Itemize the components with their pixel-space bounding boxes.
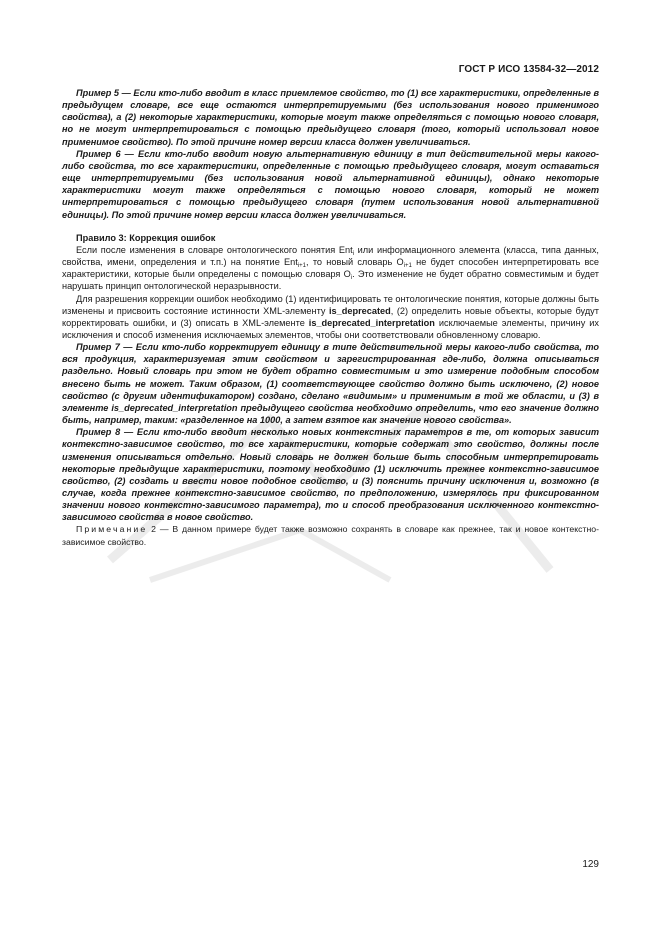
rule-3-title: Правило 3: Коррекция ошибок — [76, 232, 216, 243]
example-7: Пример 7 — Если кто-либо корректирует единицу в типе действительной меры какого-либо свойства, то вся продукция, характеризуемая этим свойством и зарегистрированная где-либо, должна описываться раздельно. Новый словарь при этом не будет обратно совместимым и это измерение подобным способом внесено быть не может. Таким образом, (1) соответствующее свойство должно быть исключено, (2) новое свойство (с другим идентификатором) создано, сделано «видимым» и применимым в той же области, и (3) в элементе is_deprecated_interpretation предыдущего свойства необходимо определить, что его значение должно быть, например, таким: «разделенное на 1000, а затем взятое как значение нового свойства». — [62, 342, 599, 426]
document-header: ГОСТ Р ИСО 13584-32—2012 — [458, 64, 599, 75]
rule-3-paragraph-1: Если после изменения в словаре онтологического понятия Ent$_i$ или информационного элемента (класса, типа данных, свойства, имени, определения и т.п.) на понятие Ent$_{i+1}$, то новый словарь $O_{i+1}$ не будет способен интерпретировать все характеристики, которые были определены с помощью словаря $O_i$. Это изменение не будет обратно совместимым и будет нарушать принцип онтологической неразрывности. — [62, 244, 599, 292]
note-2: Примечание 2 — В данном примере будет также возможно сохранять в словаре как прежнее, так и новое контекстно-зависимое свойство. — [62, 524, 600, 547]
note-number: 2 — [151, 524, 156, 535]
note-label: Примечание — [76, 524, 148, 535]
rule-3-paragraph-2: Для разрешения коррекции ошибок необходимо (1) идентифицировать те онтологические понятия, которые должны быть изменены и присвоить состояние истинности XML-элементу is_deprecated, (2) определить новые объекты, которые будут корректировать ошибки, и (3) описать в XML-элементе is_deprecated_interpretation исключаемые элементы, причину их исключения и способ изменения исключаемых элементов, чтобы они соответствовали обновленному словарю. — [62, 293, 599, 340]
xml-element-is-deprecated: is_deprecated — [328, 305, 391, 316]
page-content — [62, 87, 599, 548]
xml-element-is-deprecated-interpretation: is_deprecated_interpretation — [308, 317, 435, 328]
example-6: Пример 6 — Если кто-либо вводит новую альтернативную единицу в тип действительной меры какого-либо свойства, то все характеристики, определенные с помощью предыдущего словаря, могут оставаться еще интерпретируемыми (без использования новой альтернативной единицы), однако некоторые характеристики могут также определяться с помощью нового словаря, который не может интерпретироваться с помощью предыдущего словаря (путем использования новой альтернативной единицы). По этой причине номер версии класса должен увеличиваться. — [62, 148, 599, 220]
example-5: Пример 5 — Если кто-либо вводит в класс приемлемое свойство, то (1) все характеристики, определенные в предыдущем словаре, все еще остаются интерпретируемыми (без использования нового применимого свойства), а (2) некоторые характеристики, которые могут также определяться с помощью нового словаря, но не могут интерпретироваться с помощью предыдущего словаря (того, который использовал новое применимое свойство). По этой причине номер версии класса должен увеличиваться. — [62, 88, 599, 147]
page-number: 129 — [582, 859, 599, 870]
example-8: Пример 8 — Если кто-либо вводит несколько новых контекстных параметров в те, от которых зависит контекстно-зависимое свойство, то все характеристики, которые содержат это свойство, должны после изменения описываться отдельно. Новый словарь не должен больше быть способным интерпретировать некоторые предыдущие характеристики, поэтому необходимо (1) исключить прежнее контекстно-зависимое свойство, (2) создать и ввести новое подобное свойство, и (3) пояснить причину исключения и, возможно (в случае, когда прежнее контекстно-зависимое свойство, по предположению, измерялось при фиксированном значении нового контекстно-зависимого параметра), то и способ преобразования исключенного контекстно-зависимого свойства в новое свойство. — [62, 427, 599, 523]
